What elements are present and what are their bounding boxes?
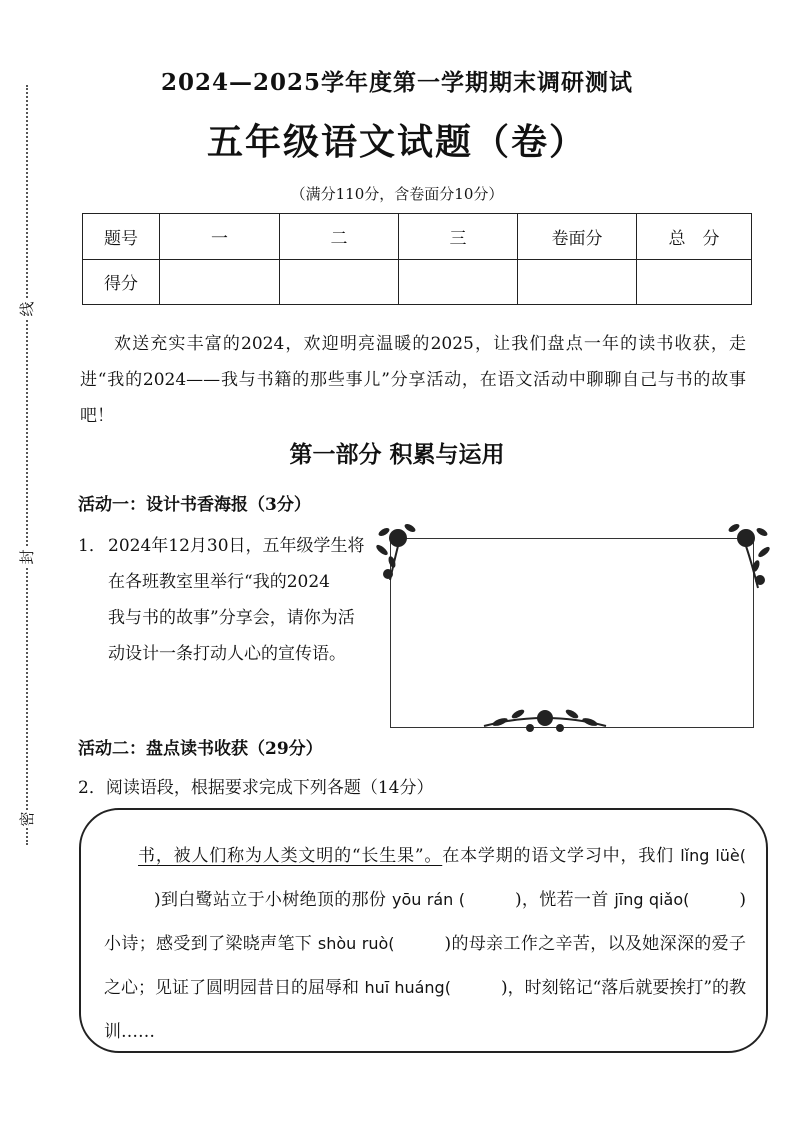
pinyin-blank: yōu rán ( bbox=[391, 890, 465, 909]
score-note: （满分110分，含卷面分10分） bbox=[290, 185, 504, 203]
score-input-cell[interactable] bbox=[637, 259, 752, 305]
table-cell: 题号 bbox=[83, 214, 160, 260]
table-row bbox=[83, 214, 752, 260]
pinyin-blank: lǐng lüè( bbox=[680, 846, 746, 865]
pinyin-blank: huī huáng( bbox=[364, 978, 451, 997]
passage-text: )，时刻铭记“落后就要挨打”的教训…… bbox=[104, 978, 747, 1042]
reading-passage bbox=[104, 834, 746, 1054]
exam-title: 2024—2025学年度第一学期期末调研测试 bbox=[160, 69, 634, 96]
table-cell: 卷面分 bbox=[518, 214, 637, 260]
score-table bbox=[82, 213, 752, 305]
score-input-cell[interactable] bbox=[280, 259, 399, 305]
table-cell: 总 分 bbox=[637, 214, 752, 260]
pinyin-blank: shòu ruò( bbox=[317, 934, 395, 953]
passage-text: )，恍若一首 bbox=[514, 890, 609, 910]
passage-text: )的母亲工作之辛苦，以及她深深的爱子之心；见证了圆明园昔日的屈辱和 bbox=[104, 934, 747, 998]
table-cell: 二 bbox=[280, 214, 399, 260]
part1-heading: 第一部分 积累与运用 bbox=[289, 442, 505, 468]
question-1 bbox=[78, 528, 368, 672]
table-cell: 三 bbox=[399, 214, 518, 260]
margin-char-line: 线 bbox=[18, 301, 36, 317]
score-input-cell[interactable] bbox=[399, 259, 518, 305]
score-input-cell[interactable] bbox=[518, 259, 637, 305]
question-1-text: 2024年12月30日，五年级学生将在各班教室里举行“我的2024 我与书的故事”分享会，请你为活动设计一条打动人心的宣传语。 bbox=[108, 536, 365, 664]
intro-paragraph: 欢送充实丰富的2024，欢迎明亮温暖的2025，让我们盘点一年的读书收获，走进“我的2024——我与书籍的那些事儿”分享活动，在语文活动中聊聊自己与书的故事吧！ bbox=[80, 334, 746, 426]
table-row bbox=[83, 259, 752, 305]
passage-text: )到白鹭站立于小树绝顶的那份 bbox=[154, 890, 387, 910]
exam-name: 五年级语文试题（卷） bbox=[206, 122, 587, 163]
margin-char-dense: 密 bbox=[18, 811, 36, 827]
question-2: 2．阅读语段，根据要求完成下列各题（14分） bbox=[78, 778, 434, 798]
passage-text: )小诗；感受到了梁晓声笔下 bbox=[104, 890, 746, 954]
flower-ornament-icon bbox=[370, 516, 430, 586]
activity1-heading: 活动一：设计书香海报（3分） bbox=[78, 495, 311, 515]
flower-vine-icon bbox=[480, 700, 610, 740]
table-cell: 得分 bbox=[83, 259, 160, 305]
passage-text: 在本学期的语文学习中，我们 bbox=[442, 846, 674, 866]
table-cell: 一 bbox=[160, 214, 280, 260]
underlined-sentence: 书，被人们称为人类文明的“长生果”。 bbox=[138, 846, 443, 866]
flower-ornament-icon bbox=[716, 516, 776, 596]
score-input-cell[interactable] bbox=[160, 259, 280, 305]
margin-char-seal: 封 bbox=[18, 549, 36, 565]
question-number: 1． bbox=[78, 536, 106, 556]
activity2-heading: 活动二：盘点读书收获（29分） bbox=[78, 739, 323, 759]
pinyin-blank: jīng qiǎo( bbox=[614, 890, 690, 909]
